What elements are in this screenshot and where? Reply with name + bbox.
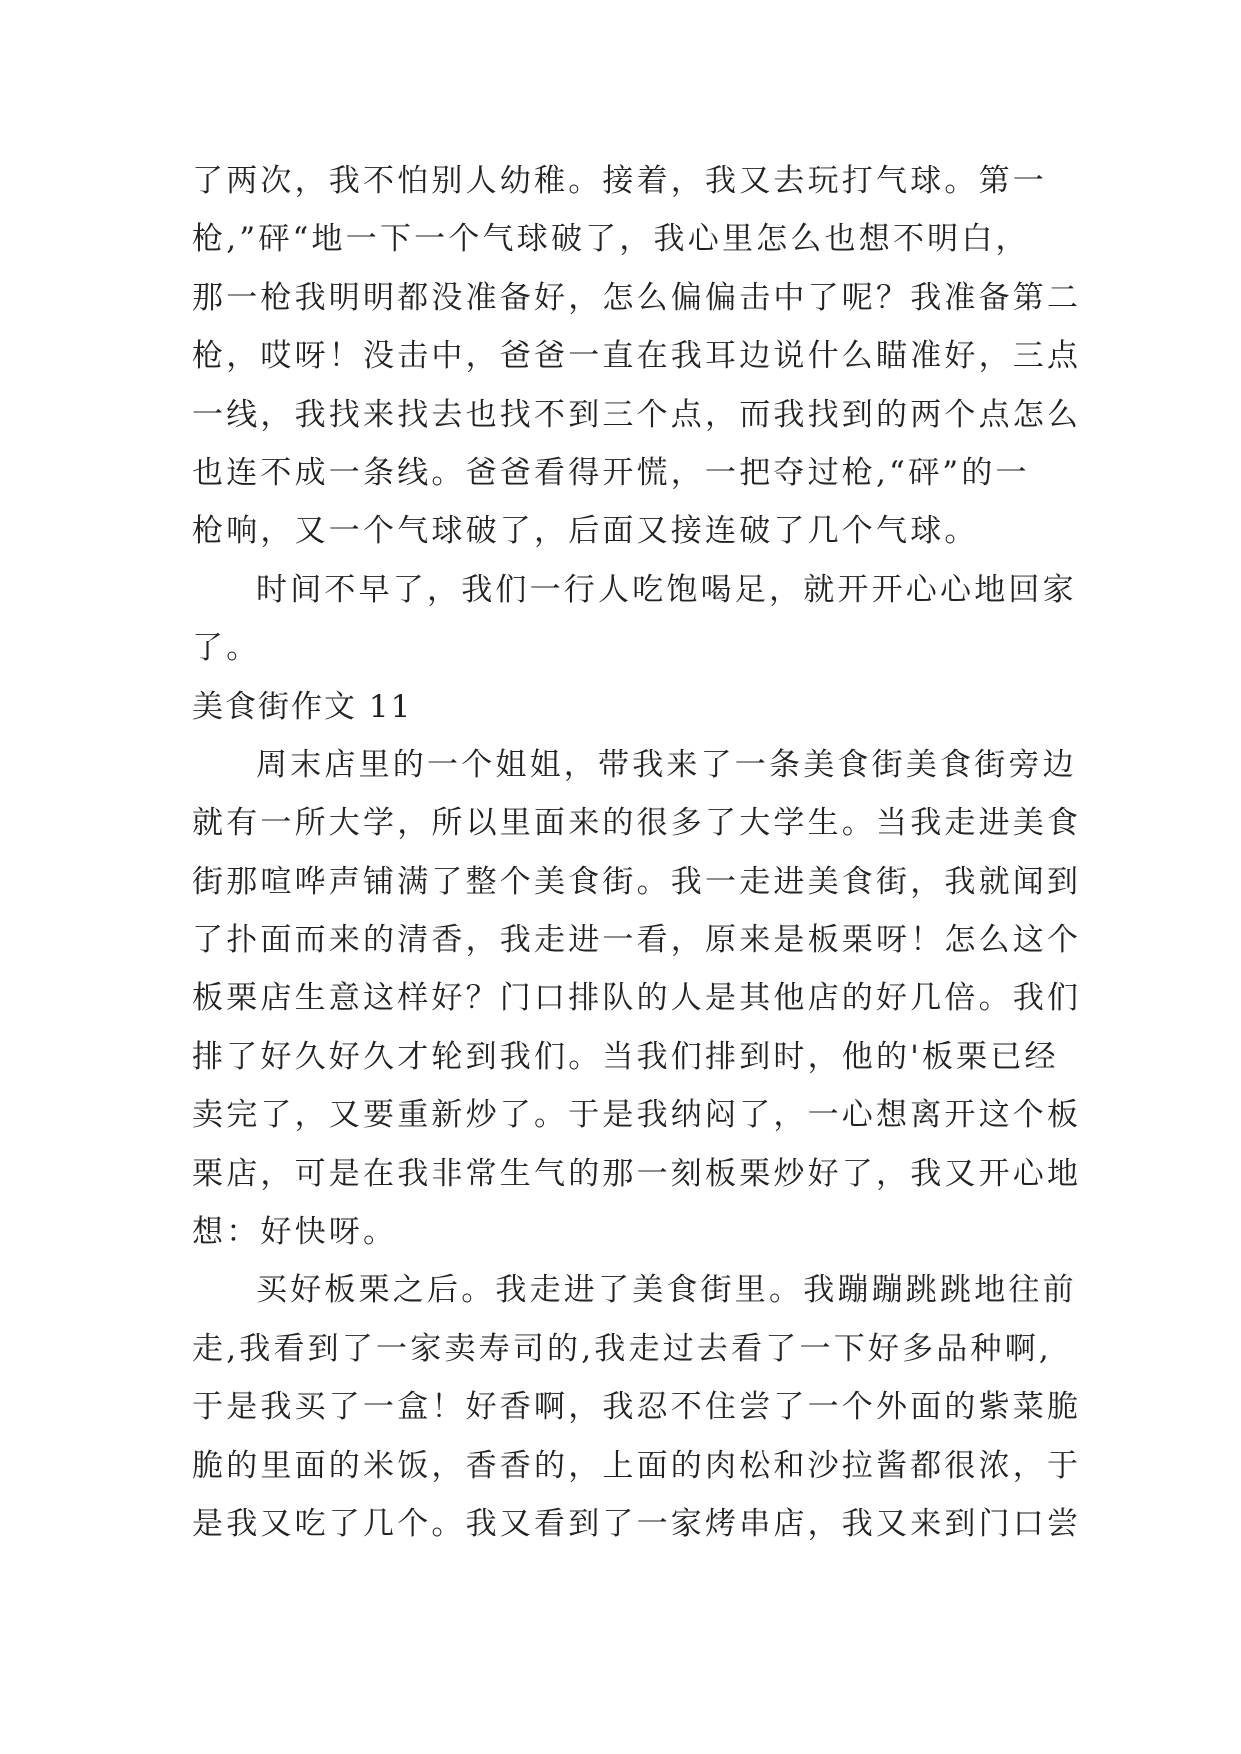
paragraph-line: 了扑面而来的清香，我走进一看，原来是板栗呀！怎么这个: [192, 922, 1082, 959]
paragraph-line: 是我又吃了几个。我又看到了一家烤串店，我又来到门口尝: [192, 1505, 1082, 1542]
paragraph-line: 排了好久好久才轮到我们。当我们排到时，他的'板栗已经: [192, 1038, 1059, 1075]
paragraph-line: 一线，我找来找去也找不到三个点，而我找到的两个点怎么: [192, 396, 1082, 433]
paragraph-3: [192, 736, 1082, 1262]
paragraph-1: [192, 152, 1082, 561]
paragraph-line: 板栗店生意这样好？门口排队的人是其他店的好几倍。我们: [192, 980, 1082, 1017]
paragraph-line: 时间不早了，我们一行人吃饱喝足，就开开心心地回家: [256, 571, 1077, 608]
paragraph-line: 想：好快呀。: [192, 1214, 398, 1251]
paragraph-line: 枪响，又一个气球破了，后面又接连破了几个气球。: [192, 513, 979, 550]
paragraph-line: 走,我看到了一家卖寿司的,我走过去看了一下好多品种啊,: [192, 1330, 1052, 1367]
paragraph-line: 买好板栗之后。我走进了美食街里。我蹦蹦跳跳地往前: [256, 1272, 1077, 1309]
section-heading: 美食街作文 11: [192, 688, 413, 725]
paragraph-line: 卖完了，又要重新炒了。于是我纳闷了，一心想离开这个板: [192, 1097, 1082, 1134]
paragraph-line: 周末店里的一个姐姐，带我来了一条美食街美食街旁边: [256, 746, 1077, 783]
paragraph-line: 了两次，我不怕别人幼稚。接着，我又去玩打气球。第一: [192, 163, 1047, 199]
document-body: [192, 152, 1082, 1553]
paragraph-line: 街那喧哗声铺满了整个美食街。我一走进美食街，我就闻到: [192, 863, 1082, 900]
paragraph-line: 也连不成一条线。爸爸看得开慌，一把夺过枪,“砰”的一: [192, 454, 1030, 491]
paragraph-line: 脆的里面的米饭，香香的，上面的肉松和沙拉酱都很浓，于: [192, 1447, 1082, 1484]
paragraph-line: 那一枪我明明都没准备好，怎么偏偏击中了呢？我准备第二: [192, 279, 1082, 316]
paragraph-line: 枪,”砰“地一下一个气球破了，我心里怎么也想不明白，: [192, 221, 1030, 258]
paragraph-2: [192, 561, 1077, 678]
paragraph-line: 就有一所大学，所以里面来的很多了大学生。当我走进美食: [192, 805, 1082, 842]
paragraph-4: [192, 1261, 1082, 1553]
paragraph-line: 栗店，可是在我非常生气的那一刻板栗炒好了，我又开心地: [192, 1155, 1082, 1192]
paragraph-line: 于是我买了一盒！好香啊，我忍不住尝了一个外面的紫菜脆: [192, 1389, 1082, 1426]
paragraph-line: 枪，哎呀！没击中，爸爸一直在我耳边说什么瞄准好，三点: [192, 338, 1082, 375]
paragraph-line: 了。: [192, 630, 261, 667]
